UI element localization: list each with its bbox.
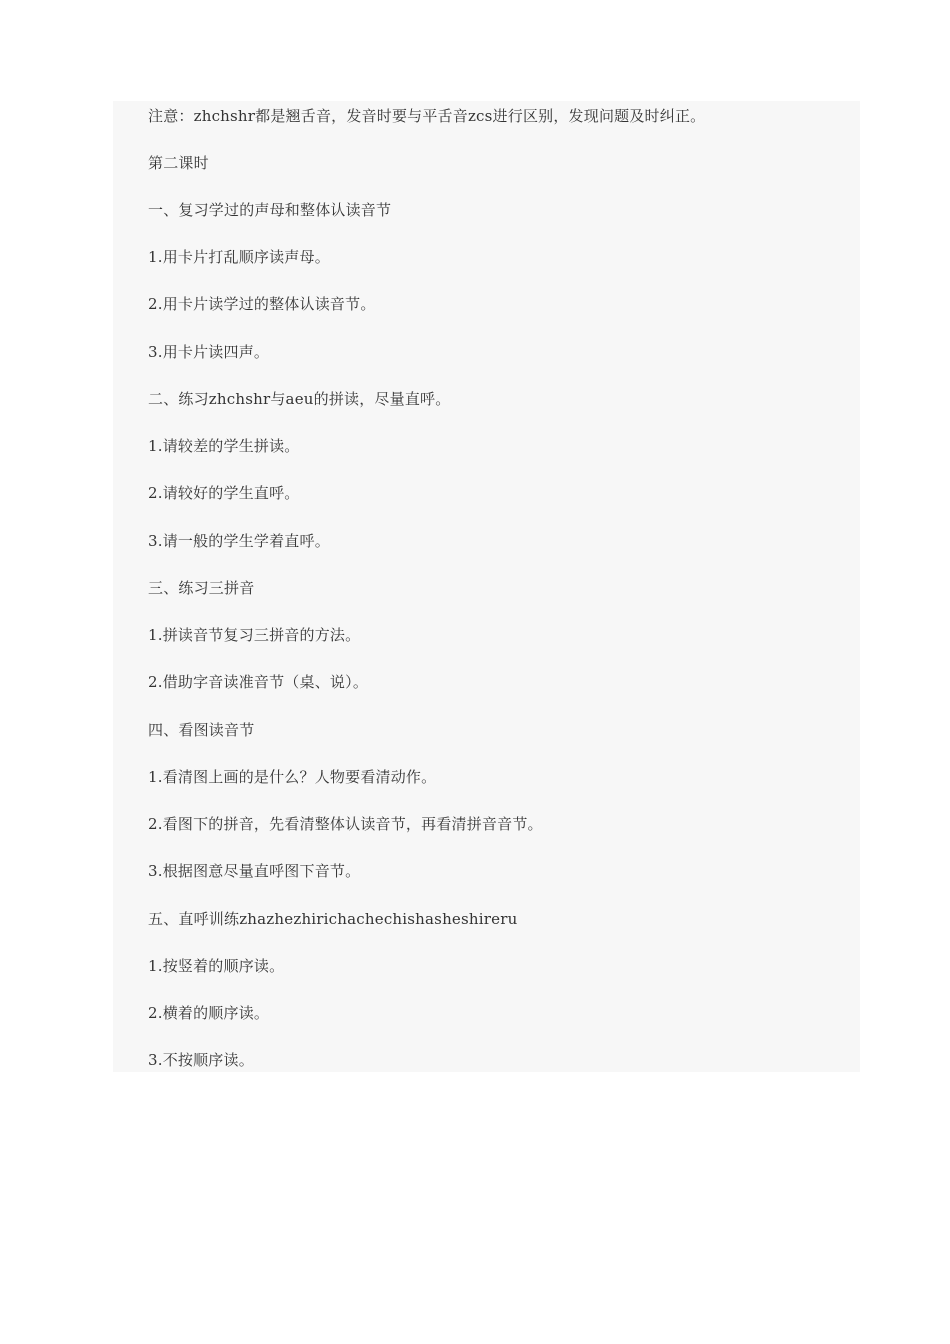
list-item: 3.不按顺序读。 [148, 1051, 254, 1069]
section-heading-2: 二、练习zhchshr与aeu的拼读，尽量直呼。 [148, 390, 451, 408]
section-heading-3: 三、练习三拼音 [148, 579, 255, 597]
lesson-heading: 第二课时 [148, 154, 209, 172]
note-paragraph: 注意：zhchshr都是翘舌音，发音时要与平舌音zcs进行区别，发现问题及时纠正。 [148, 107, 706, 125]
list-item: 2.横着的顺序读。 [148, 1004, 270, 1022]
list-item: 3.用卡片读四声。 [148, 343, 270, 361]
list-item: 1.按竖着的顺序读。 [148, 957, 285, 975]
list-item: 3.根据图意尽量直呼图下音节。 [148, 862, 361, 880]
list-item: 2.请较好的学生直呼。 [148, 484, 300, 502]
list-item: 1.看清图上画的是什么？人物要看清动作。 [148, 768, 437, 786]
section-heading-4: 四、看图读音节 [148, 721, 255, 739]
list-item: 1.用卡片打乱顺序读声母。 [148, 248, 330, 266]
list-item: 1.请较差的学生拼读。 [148, 437, 300, 455]
document-content-panel [113, 101, 860, 1072]
list-item: 2.借助字音读准音节（桌、说）。 [148, 673, 369, 691]
list-item: 1.拼读音节复习三拼音的方法。 [148, 626, 361, 644]
section-heading-1: 一、复习学过的声母和整体认读音节 [148, 201, 392, 219]
list-item: 2.用卡片读学过的整体认读音节。 [148, 295, 376, 313]
section-heading-5: 五、直呼训练zhazhezhirichachechishasheshireru [148, 910, 518, 928]
list-item: 3.请一般的学生学着直呼。 [148, 532, 330, 550]
list-item: 2.看图下的拼音，先看清整体认读音节，再看清拼音音节。 [148, 815, 543, 833]
